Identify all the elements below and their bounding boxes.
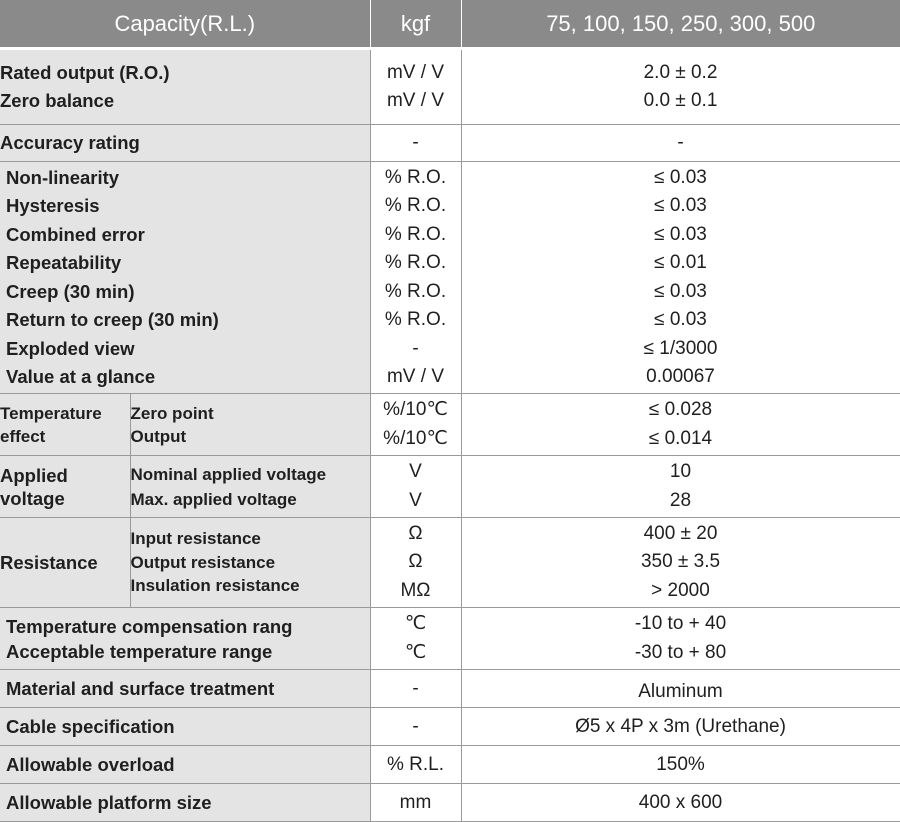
overload-unit: % R.L. — [370, 746, 461, 784]
applied-voltage-values — [461, 456, 900, 518]
insulation-resistance-unit: MΩ — [400, 579, 431, 601]
material-value: Aluminum — [461, 670, 900, 708]
resistance-units — [370, 518, 461, 608]
zero-balance-value: 0.0 ± 0.1 — [643, 90, 718, 111]
combined-error-label: Combined error — [6, 223, 145, 245]
overload-label: Allowable overload — [0, 746, 370, 784]
max-voltage-label: Max. applied voltage — [130, 489, 297, 509]
temperature-effect-units — [370, 394, 461, 456]
performance-labels — [0, 162, 370, 394]
overload-value: 150% — [461, 746, 900, 784]
temperature-effect-row — [0, 394, 900, 456]
non-linearity-label: Non-linearity — [6, 166, 120, 188]
compensation-range-label: Temperature compensation rang — [6, 615, 293, 637]
output-labels — [0, 49, 370, 125]
resistance-group: Resistance — [0, 518, 130, 608]
compensation-range-unit: ℃ — [404, 613, 427, 634]
temperature-range-units — [370, 608, 461, 670]
zero-point-label: Zero point — [130, 403, 214, 423]
max-voltage-unit: V — [409, 489, 422, 511]
creep-unit: % R.O. — [384, 280, 447, 302]
value-at-a-glance-value: 0.00067 — [646, 366, 715, 387]
temperature-effect-group: Temperature effect — [0, 394, 130, 456]
rated-output-label: Rated output (R.O.) — [0, 61, 170, 83]
resistance-values — [461, 518, 900, 608]
acceptable-range-label: Acceptable temperature range — [6, 640, 273, 662]
max-voltage-value: 28 — [669, 489, 692, 511]
capacities-header: 75, 100, 150, 250, 300, 500 — [461, 0, 900, 49]
hysteresis-label: Hysteresis — [6, 195, 100, 216]
nominal-voltage-unit: V — [409, 461, 422, 482]
performance-values — [461, 162, 900, 394]
unit-header: kgf — [370, 0, 461, 49]
accuracy-label: Accuracy rating — [0, 125, 370, 162]
input-resistance-label: Input resistance — [130, 529, 261, 549]
temperature-effect-labels — [130, 394, 370, 456]
material-row — [0, 670, 900, 708]
platform-value: 400 x 600 — [461, 784, 900, 822]
repeatability-unit: % R.O. — [384, 252, 447, 273]
nominal-voltage-label: Nominal applied voltage — [130, 464, 327, 484]
resistance-row — [0, 518, 900, 608]
output-resistance-label: Output resistance — [130, 552, 276, 572]
exploded-view-unit: - — [412, 337, 419, 359]
rated-output-value: 2.0 ± 0.2 — [643, 61, 718, 83]
performance-row — [0, 162, 900, 394]
output-resistance-value: 350 ± 3.5 — [640, 551, 721, 573]
applied-voltage-group: Applied voltage — [0, 456, 130, 518]
acceptable-range-unit: ℃ — [404, 641, 427, 663]
nominal-voltage-value: 10 — [669, 461, 692, 482]
applied-voltage-units — [370, 456, 461, 518]
platform-label: Allowable platform size — [0, 784, 370, 822]
material-label: Material and surface treatment — [0, 670, 370, 708]
zero-point-value: ≤ 0.028 — [648, 399, 713, 420]
output-unit: %/10℃ — [383, 427, 448, 449]
performance-units — [370, 162, 461, 394]
input-resistance-unit: Ω — [408, 522, 423, 544]
capacity-header: Capacity(R.L.) — [0, 0, 370, 49]
insulation-resistance-value: > 2000 — [651, 579, 710, 601]
repeatability-value: ≤ 0.01 — [654, 252, 707, 273]
return-to-creep-unit: % R.O. — [384, 309, 447, 330]
combined-error-unit: % R.O. — [384, 223, 447, 245]
input-resistance-value: 400 ± 20 — [643, 522, 718, 544]
output-units — [370, 49, 461, 125]
cable-value: Ø5 x 4P x 3m (Urethane) — [461, 708, 900, 746]
cable-row — [0, 708, 900, 746]
cable-unit: - — [370, 708, 461, 746]
overload-row — [0, 746, 900, 784]
cable-label: Cable specification — [0, 708, 370, 746]
applied-voltage-row — [0, 456, 900, 518]
material-unit: - — [370, 670, 461, 708]
output-resistance-unit: Ω — [408, 551, 423, 573]
output-label: Output — [130, 426, 187, 446]
creep-label: Creep (30 min) — [6, 280, 135, 302]
creep-value: ≤ 0.03 — [654, 280, 707, 302]
resistance-labels — [130, 518, 370, 608]
return-to-creep-value: ≤ 0.03 — [654, 309, 707, 330]
output-values — [461, 49, 900, 125]
temperature-range-row — [0, 608, 900, 670]
compensation-range-value: -10 to + 40 — [634, 613, 727, 634]
applied-voltage-labels — [130, 456, 370, 518]
output-row — [0, 49, 900, 125]
zero-balance-unit: mV / V — [386, 90, 444, 111]
platform-row — [0, 784, 900, 822]
accuracy-unit: - — [370, 125, 461, 162]
hysteresis-value: ≤ 0.03 — [654, 195, 707, 216]
insulation-resistance-label: Insulation resistance — [130, 576, 300, 596]
repeatability-label: Repeatability — [6, 252, 122, 273]
hysteresis-unit: % R.O. — [384, 195, 447, 216]
zero-balance-label: Zero balance — [0, 90, 115, 111]
value-at-a-glance-unit: mV / V — [386, 366, 444, 387]
accuracy-value: - — [461, 125, 900, 162]
exploded-view-label: Exploded view — [6, 337, 135, 359]
zero-point-unit: %/10℃ — [383, 399, 448, 420]
combined-error-value: ≤ 0.03 — [654, 223, 707, 245]
return-to-creep-label: Return to creep (30 min) — [6, 309, 219, 330]
non-linearity-value: ≤ 0.03 — [654, 166, 707, 188]
exploded-view-value: ≤ 1/3000 — [643, 337, 718, 359]
rated-output-unit: mV / V — [386, 61, 444, 83]
acceptable-range-value: -30 to + 80 — [634, 641, 727, 663]
output-value: ≤ 0.014 — [648, 427, 713, 449]
temperature-effect-values — [461, 394, 900, 456]
accuracy-row — [0, 125, 900, 162]
platform-unit: mm — [370, 784, 461, 822]
temperature-range-labels — [0, 608, 370, 670]
value-at-a-glance-label: Value at a glance — [6, 366, 156, 387]
temperature-range-values — [461, 608, 900, 670]
non-linearity-unit: % R.O. — [384, 166, 447, 188]
header-row — [0, 0, 900, 49]
